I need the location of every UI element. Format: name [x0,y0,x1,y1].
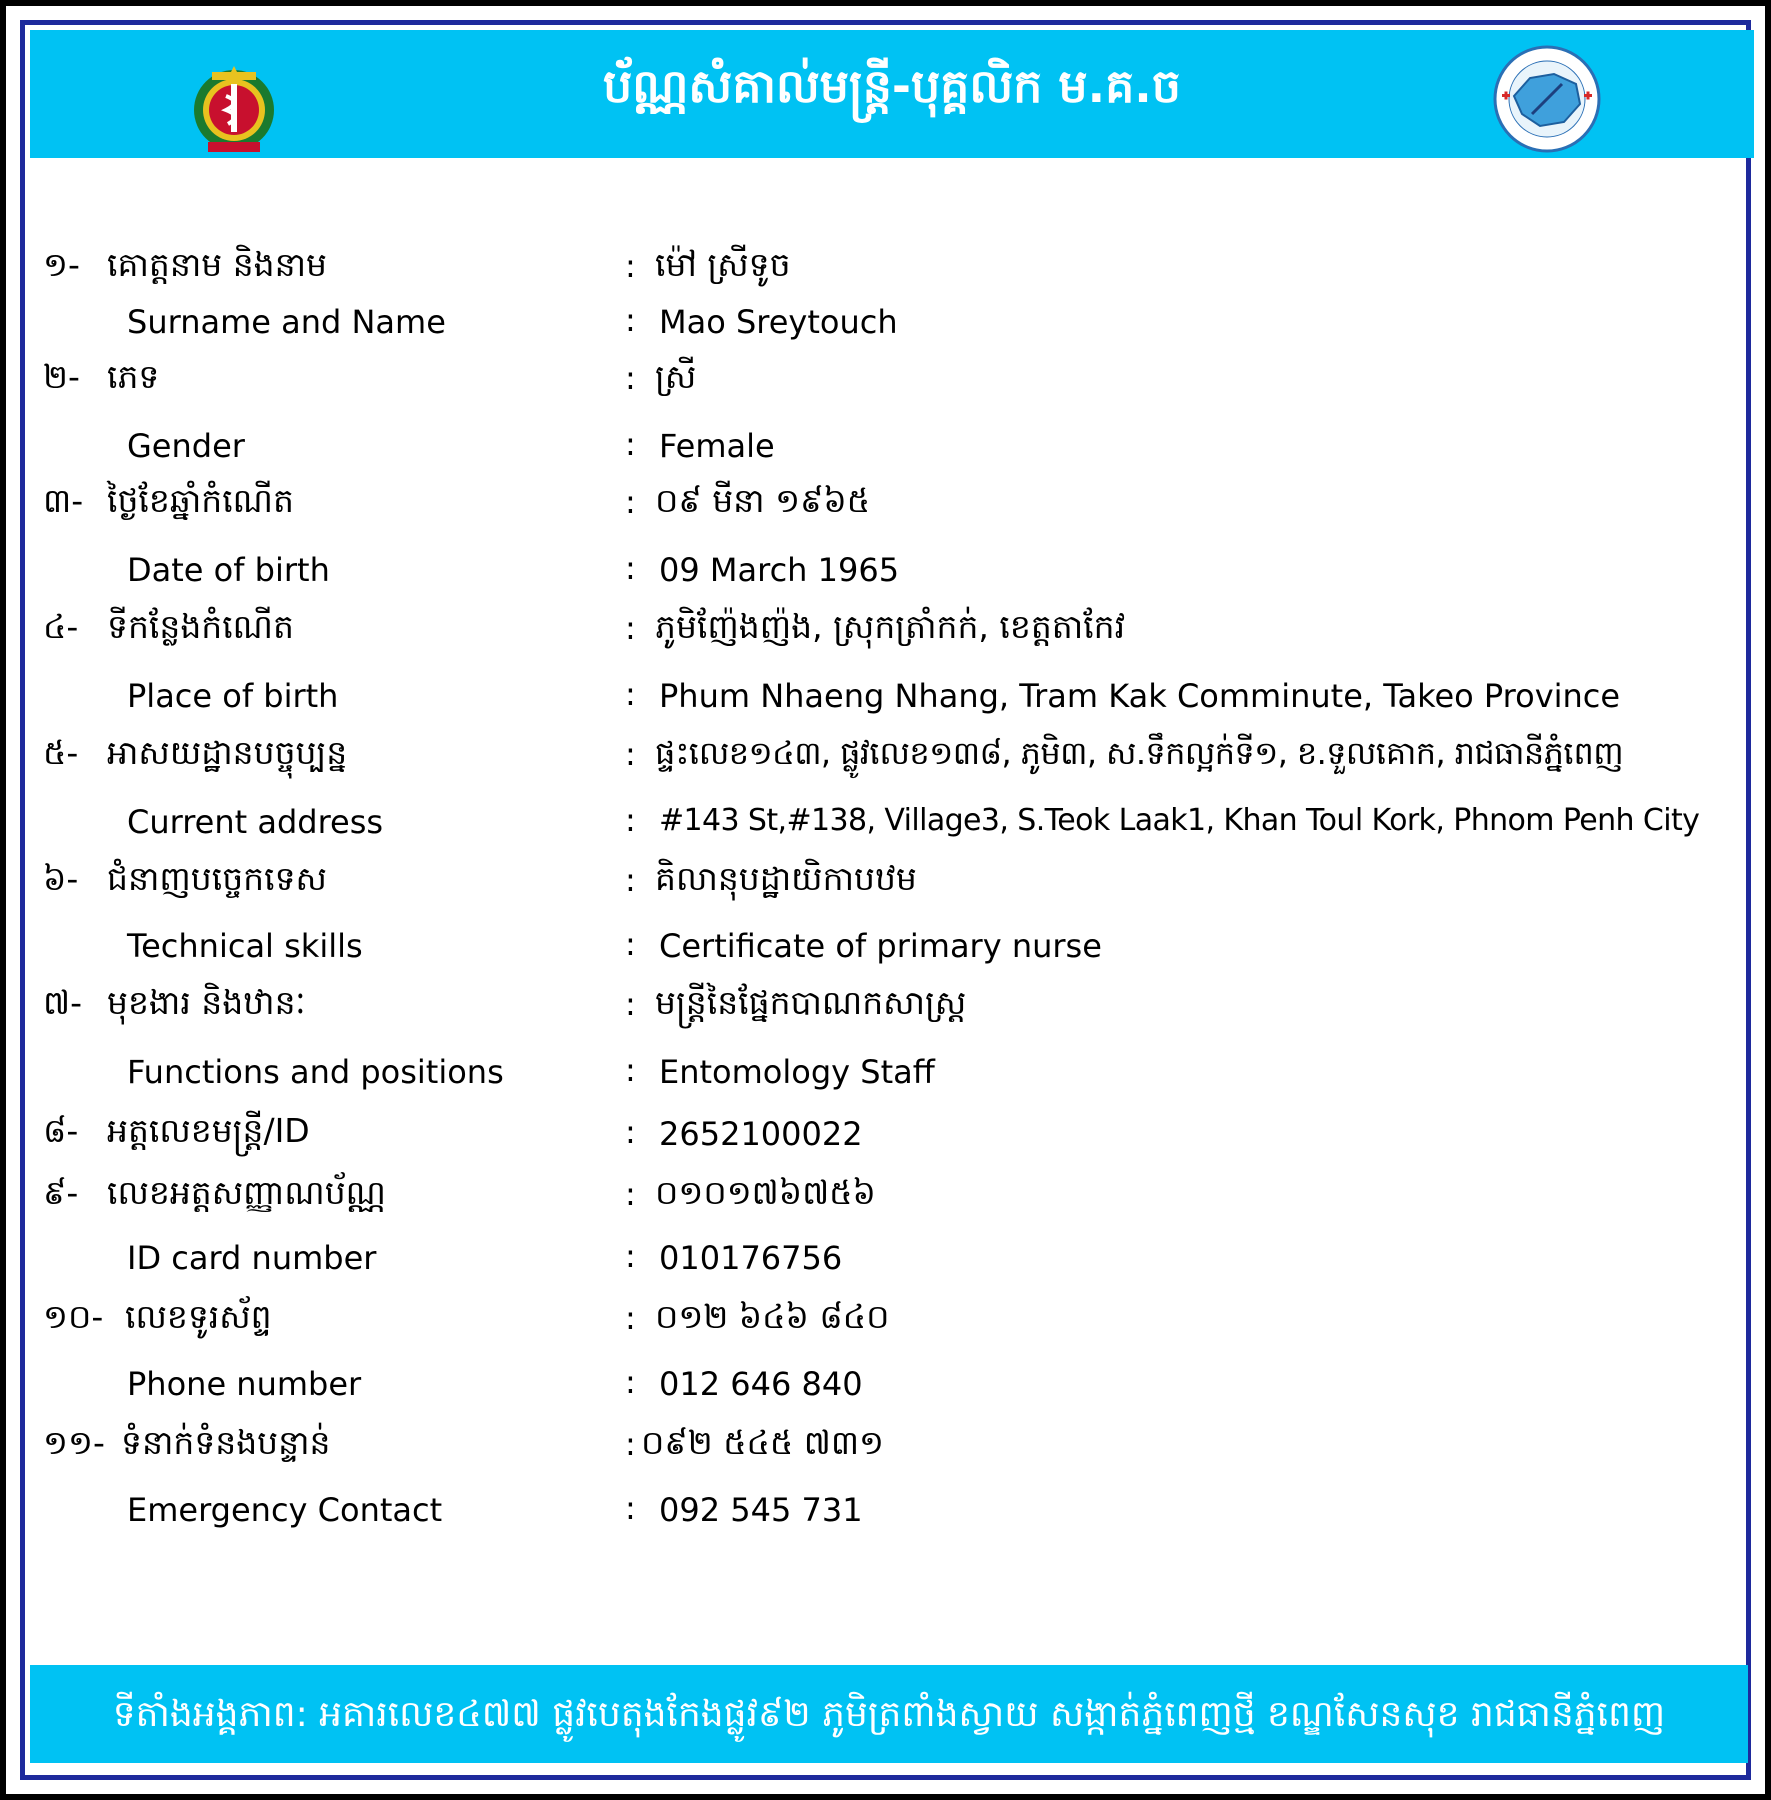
field-number: ១- [43,245,80,284]
field-value-english: 010176756 [659,1239,843,1277]
field-number: ៥- [43,733,79,772]
field-label-khmer: គោត្តនាម និងនាម [107,245,327,284]
field-value-id: 2652100022 [659,1115,863,1153]
field-label-english: Phone number [127,1365,362,1403]
field-colon: : [625,801,636,839]
field-value-english: Mao Sreytouch [659,303,898,341]
field-label-english: Surname and Name [127,303,446,341]
footer-banner [30,1665,1748,1763]
field-colon: : [625,735,636,773]
field-value-khmer: ០៩២ ៥៤៥ ៧៣១ [641,1423,885,1462]
field-row [25,917,1745,971]
field-number: ៩- [43,1173,79,1212]
field-colon: : [625,359,636,397]
field-row [25,667,1745,721]
header-banner [30,30,1754,158]
field-label-khmer: អត្តលេខមន្ត្រី/ID [107,1111,310,1150]
field-colon: : [625,301,636,339]
card-frame [20,20,1751,1780]
field-row [25,293,1745,347]
field-value-khmer: ០៩ មីនា ១៩៦៥ [655,481,871,520]
field-value-khmer: ផ្ទះលេខ១៤៣, ផ្លូវលេខ១៣៨, ភូមិ៣, ស.ទឹកល្អក់ទី១, ខ.ទួលគោក, រាជធានីភ្នំពេញ [655,734,1624,772]
field-number: ៣- [43,481,84,520]
field-label-khmer: ទំនាក់ទំនងបន្ទាន់ [121,1423,331,1462]
field-value-khmer: ម៉ៅ ស្រីទូច [655,245,791,284]
field-colon: : [625,1425,636,1463]
field-label-english: Functions and positions [127,1053,504,1091]
field-row [25,1043,1745,1097]
field-row [25,1105,1745,1159]
field-number: ៦- [43,859,79,898]
field-value-english: 092 545 731 [659,1491,863,1529]
field-number: ៧- [43,983,82,1022]
field-value-khmer: គិលានុបដ្ឋាយិកាបឋម [655,859,917,898]
field-row [25,1481,1745,1535]
field-row [25,1229,1745,1283]
field-colon: : [625,1237,636,1275]
field-colon: : [625,675,636,713]
field-label-khmer: ទីកន្លែងកំណើត [107,607,294,646]
field-value-khmer: ភូមិញ៉ែងញ៉ង, ស្រុកត្រាំកក់, ខេត្តតាកែវ [655,607,1126,646]
field-colon: : [625,1113,636,1151]
field-label-english: Emergency Contact [127,1491,443,1529]
field-colon: : [625,425,636,463]
field-colon: : [625,925,636,963]
field-label-english: Gender [127,427,245,465]
field-label-khmer: មុខងារ និងឋានៈ [107,983,306,1022]
field-colon: : [625,609,636,647]
field-value-english: Female [659,427,775,465]
field-value-english: 012 646 840 [659,1365,863,1403]
field-row [25,601,1745,655]
field-number: ២- [43,357,80,396]
field-row [25,475,1745,529]
field-row [25,417,1745,471]
field-number: ៤- [43,607,79,646]
field-label-khmer: ភេទ [107,357,160,396]
field-row [25,239,1745,293]
field-colon: : [625,861,636,899]
field-value-english: Phum Nhaeng Nhang, Tram Kak Comminute, Takeo Province [659,677,1621,715]
field-label-english: ID card number [127,1239,377,1277]
field-row [25,541,1745,595]
field-row [25,793,1745,847]
field-label-english: Place of birth [127,677,339,715]
field-label-khmer: ថ្ងៃខែឆ្នាំកំណើត [107,481,294,520]
field-row [25,977,1745,1031]
field-colon: : [625,1363,636,1401]
field-value-khmer: មន្ត្រីនៃផ្នែកបាណកសាស្ត្រ [655,983,967,1022]
field-row [25,1167,1745,1221]
field-colon: : [625,1489,636,1527]
field-colon: : [625,1051,636,1089]
field-label-english: Date of birth [127,551,330,589]
field-row [25,1291,1745,1345]
field-value-khmer: ០១០១៧៦៧៥៦ [655,1173,876,1212]
field-colon: : [625,1175,636,1213]
field-row [25,853,1745,907]
field-value-khmer: ០១២ ៦៤៦ ៨៤០ [655,1297,890,1336]
field-label-english: Technical skills [127,927,363,965]
field-number: ៨- [43,1111,79,1150]
field-colon: : [625,549,636,587]
field-value-english: Entomology Staff [659,1053,935,1091]
field-colon: : [625,247,636,285]
field-row [25,727,1745,781]
field-colon: : [625,1299,636,1337]
field-row [25,351,1745,405]
field-label-khmer: លេខអត្តសញ្ញាណប័ណ្ណ [107,1173,386,1212]
field-label-khmer: អាសយដ្ឋានបច្ចុប្បន្ន [107,733,348,772]
field-value-khmer: ស្រី [655,357,697,396]
card-title: ប័ណ្ណសំគាល់មន្ត្រី-បុគ្គលិក ម.គ.ច [603,59,1181,113]
office-address: ទីតាំងអង្គភាព: អគារលេខ៤៧៧ ផ្លូវបេតុងកែងផ្លូវ៩២ ភូមិត្រពាំងស្វាយ សង្កាត់ភ្នំពេញថ្មី ខណ្ឌសែនសុខ រាជធានីភ្នំពេញ [112,1694,1666,1735]
field-colon: : [625,483,636,521]
field-colon: : [625,985,636,1023]
field-value-english: 09 March 1965 [659,551,900,589]
field-row [25,1355,1745,1409]
cnm-map-logo-icon [1492,44,1602,154]
field-label-khmer: លេខទូរស័ព្ទ [125,1297,272,1336]
field-number: ១១- [43,1423,105,1462]
field-value-english: Certificate of primary nurse [659,927,1102,965]
field-row [25,1417,1745,1471]
field-value-english: #143 St,#138, Village3, S.Teok Laak1, Khan Toul Kork, Phnom Penh City [659,803,1700,838]
field-label-english: Current address [127,803,384,841]
field-number: ១០- [43,1297,104,1336]
field-label-khmer: ជំនាញបច្ចេកទេស [107,859,327,898]
